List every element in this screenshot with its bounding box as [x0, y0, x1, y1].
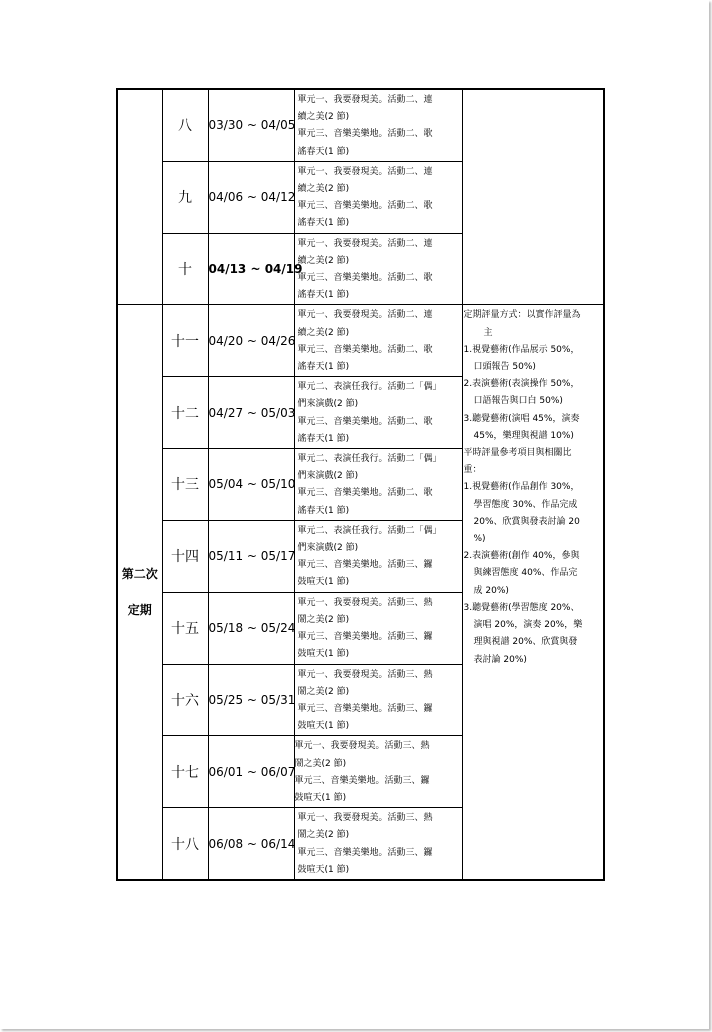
- assessment-line: 主: [483, 327, 493, 338]
- assessment-line: %): [473, 534, 486, 545]
- content-cell: [294, 592, 462, 664]
- content-line: 鬧之美(2 節): [297, 830, 350, 841]
- date-cell: 04/20 ~ 04/26: [208, 305, 294, 377]
- content-line: 謠春天(1 節): [297, 146, 350, 157]
- content-line: 們來演戲(2 節): [297, 471, 359, 482]
- content-cell: [294, 736, 462, 808]
- assessment-line: 口語報告與口白 50%): [473, 396, 563, 407]
- assessment-line: 重：: [463, 465, 482, 476]
- assessment-line: 3.聽覺藝術(演唱 45%，演奏: [463, 413, 580, 424]
- content-line: 續之美(2 節): [297, 327, 350, 338]
- content-line: 續之美(2 節): [297, 184, 350, 195]
- date-cell: 04/13 ~ 04/19: [208, 233, 294, 305]
- content-line: 謠春天(1 節): [297, 362, 350, 373]
- content-line: 單元三、音樂美樂地。活動三、鑼: [297, 632, 433, 643]
- date-cell: 06/08 ~ 06/14: [208, 808, 294, 880]
- content-line: 鼓喧天(1 節): [297, 721, 350, 732]
- date-cell: 05/11 ~ 05/17: [208, 520, 294, 592]
- content-cell: [294, 808, 462, 880]
- content-line: 鼓喧天(1 節): [297, 649, 350, 660]
- content-line: 鬧之美(2 節): [297, 614, 350, 625]
- exam-period-cell: [117, 305, 162, 880]
- content-line: 單元三、音樂美樂地。活動三、鑼: [294, 775, 430, 786]
- content-line: 鼓喧天(1 節): [297, 864, 350, 875]
- content-cell: [294, 161, 462, 233]
- content-line: 單元三、音樂美樂地。活動二、歌: [297, 273, 433, 284]
- week-cell: 十六: [162, 664, 208, 736]
- content-line: 謠春天(1 節): [297, 290, 350, 301]
- table-row: [117, 305, 604, 377]
- week-cell: 九: [162, 161, 208, 233]
- assessment-line: 與練習態度 40%、作品完: [473, 568, 578, 579]
- content-line: 單元三、音樂美樂地。活動二、歌: [297, 416, 433, 427]
- assessment-line: 1.視覺藝術(作品展示 50%，: [463, 344, 580, 355]
- assessment-line: 平時評量參考項目與相關比: [463, 448, 572, 459]
- assessment-line: 2.表演藝術(表演操作 50%，: [463, 379, 580, 390]
- content-line: 們來演戲(2 節): [297, 399, 359, 410]
- date-cell: 04/27 ~ 05/03: [208, 377, 294, 449]
- content-line: 們來演戲(2 節): [297, 543, 359, 554]
- content-line: 單元一、我要發現美。活動二、連: [297, 95, 433, 105]
- content-line: 單元三、音樂美樂地。活動三、鑼: [297, 560, 433, 571]
- date-cell: 06/01 ~ 06/07: [208, 736, 294, 808]
- content-cell: [294, 664, 462, 736]
- content-line: 單元二、表演任我行。活動二「偶」: [297, 382, 442, 393]
- schedule-table-body: [117, 89, 604, 880]
- week-cell: 十二: [162, 377, 208, 449]
- content-line: 單元三、音樂美樂地。活動三、鑼: [297, 847, 433, 858]
- assessment-line: 口頭報告 50%): [473, 362, 536, 373]
- week-cell: 八: [162, 89, 208, 161]
- table-row: [117, 89, 604, 161]
- content-line: 謠春天(1 節): [297, 433, 350, 444]
- content-line: 單元三、音樂美樂地。活動二、歌: [297, 344, 433, 355]
- content-line: 鼓喧天(1 節): [294, 792, 347, 803]
- content-line: 單元一、我要發現美。活動三、熱: [297, 597, 433, 608]
- assessment-line: 學習態度 30%、作品完成: [473, 499, 578, 510]
- assessment-line: 1.視覺藝術(作品創作 30%，: [463, 482, 580, 493]
- exam-period-label: 定期: [127, 603, 152, 618]
- week-cell: 十五: [162, 592, 208, 664]
- content-line: 單元一、我要發現美。活動三、熱: [297, 669, 433, 680]
- content-line: 單元一、我要發現美。活動二、連: [297, 238, 433, 249]
- content-cell: [294, 520, 462, 592]
- content-line: 單元一、我要發現美。活動三、熱: [297, 813, 433, 824]
- content-line: 續之美(2 節): [297, 112, 350, 123]
- date-cell: 04/06 ~ 04/12: [208, 161, 294, 233]
- assessment-cell: [462, 305, 604, 880]
- assessment-line: 2.表演藝術(創作 40%，參與: [463, 551, 580, 562]
- content-cell: [294, 233, 462, 305]
- content-line: 單元二、表演任我行。活動二「偶」: [297, 525, 442, 536]
- assessment-line: 20%、欣賞與發表討論 20: [473, 516, 580, 527]
- content-line: 續之美(2 節): [297, 255, 350, 266]
- assessment-line: 3.聽覺藝術(學習態度 20%、: [463, 602, 580, 613]
- assessment-line: 表討論 20%): [473, 654, 527, 665]
- week-cell: 十: [162, 233, 208, 305]
- exam-period-label: 第二次: [121, 567, 158, 582]
- content-line: 單元三、音樂美樂地。活動二、歌: [297, 201, 433, 212]
- content-line: 單元一、我要發現美。活動二、連: [297, 310, 433, 321]
- content-cell: [294, 89, 462, 161]
- content-line: 單元三、音樂美樂地。活動二、歌: [297, 488, 433, 499]
- week-cell: 十一: [162, 305, 208, 377]
- date-cell: 05/04 ~ 05/10: [208, 449, 294, 521]
- date-cell: 05/25 ~ 05/31: [208, 664, 294, 736]
- schedule-table: [116, 88, 605, 881]
- content-cell: [294, 377, 462, 449]
- content-line: 單元一、我要發現美。活動二、連: [297, 166, 433, 177]
- week-cell: 十八: [162, 808, 208, 880]
- content-cell: [294, 305, 462, 377]
- assessment-line: 成 20%): [473, 585, 509, 596]
- content-line: 單元二、表演任我行。活動二「偶」: [297, 454, 442, 465]
- week-cell: 十四: [162, 520, 208, 592]
- content-line: 鼓喧天(1 節): [297, 577, 350, 588]
- content-line: 單元三、音樂美樂地。活動二、歌: [297, 129, 433, 140]
- content-line: 鬧之美(2 節): [294, 758, 347, 769]
- date-cell: 05/18 ~ 05/24: [208, 592, 294, 664]
- content-line: 單元一、我要發現美。活動三、熱: [294, 741, 430, 752]
- assessment-line: 理與視譜 20%、欣賞與發: [473, 637, 578, 648]
- assessment-line: 演唱 20%，演奏 20%，樂: [473, 620, 583, 631]
- date-cell: 03/30 ~ 04/05: [208, 89, 294, 161]
- empty-assessment-cell: [462, 89, 604, 305]
- content-line: 謠春天(1 節): [297, 505, 350, 516]
- assessment-line: 45%，樂理與視譜 10%): [473, 430, 574, 441]
- week-cell: 十七: [162, 736, 208, 808]
- content-line: 謠春天(1 節): [297, 218, 350, 229]
- content-line: 單元三、音樂美樂地。活動三、鑼: [297, 703, 433, 714]
- assessment-line: 定期評量方式：以實作評量為: [463, 310, 581, 321]
- content-cell: [294, 449, 462, 521]
- week-cell: 十三: [162, 449, 208, 521]
- empty-period-cell: [117, 89, 162, 305]
- content-line: 鬧之美(2 節): [297, 686, 350, 697]
